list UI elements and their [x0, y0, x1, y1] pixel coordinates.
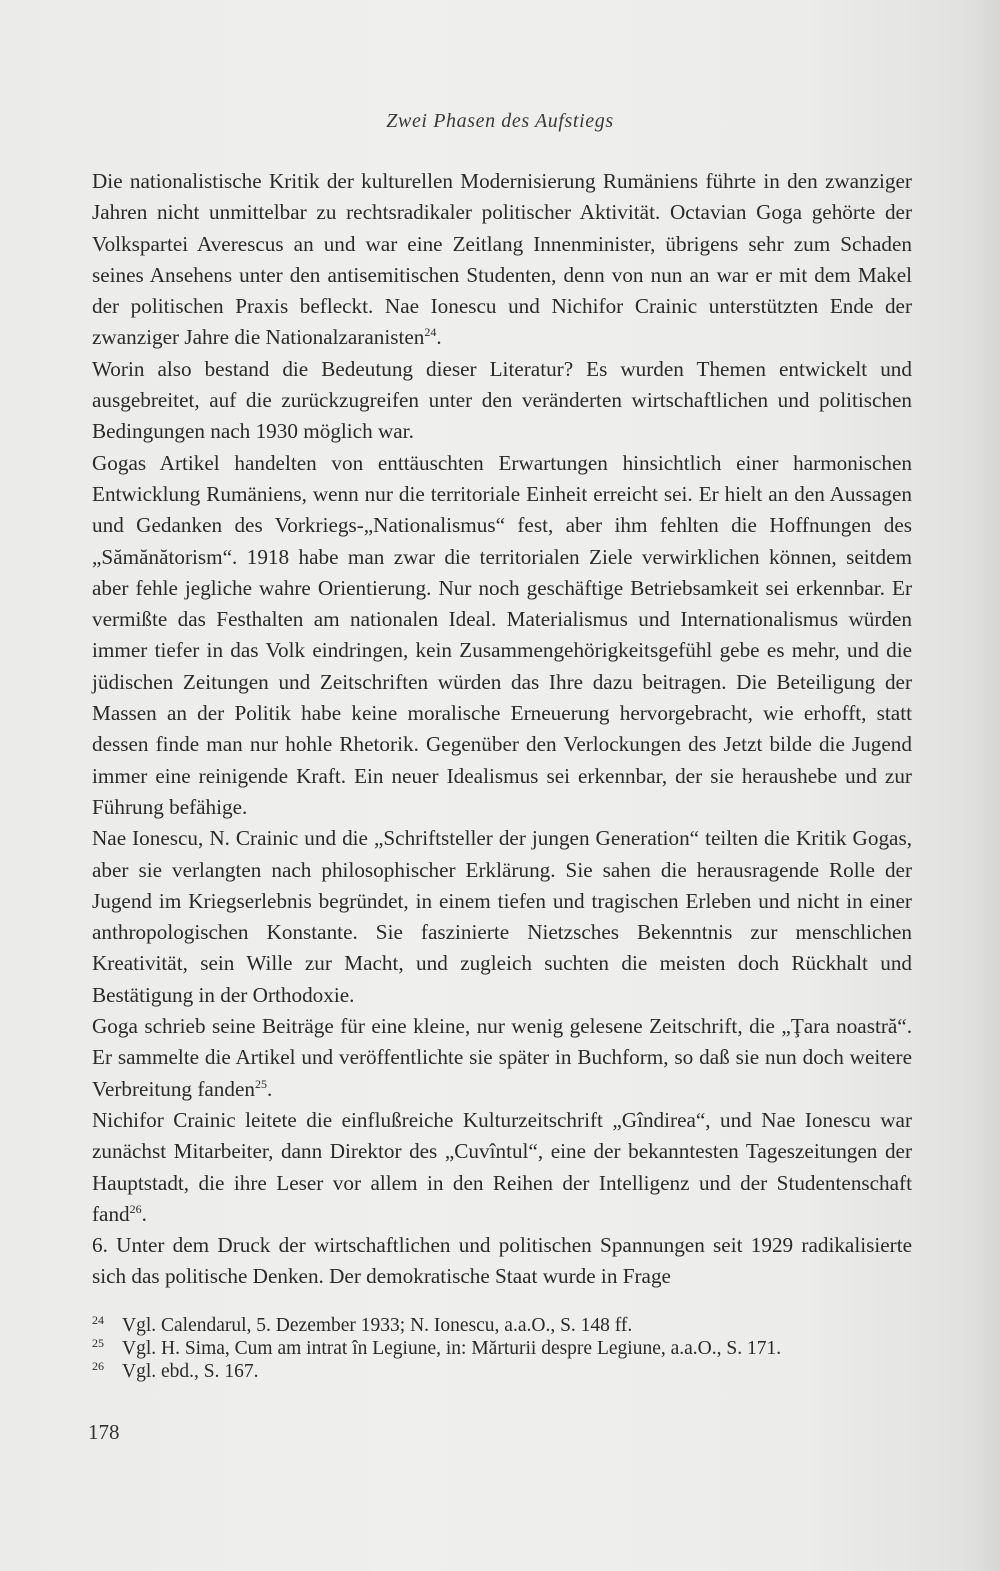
paragraph-end: .: [141, 1201, 147, 1226]
paragraph: [92, 448, 912, 824]
paragraph-text: Nae Ionescu, N. Crainic und die „Schriftsteller der jungen Generation“ teilten die Kritik Gogas, aber sie verlangten nach philosophischer Erklärung. Sie sahen die herausragende Rolle der Jugend im Kriegserlebnis begründet, in einem tiefen und tragischen Erleben und nicht in einer anthropologischen Konstante. Sie faszinierte Nietzsches Bekenntnis zur menschlichen Kreativität, sein Wille zur Macht, und zugleich suchten die meisten doch Rückhalt und Bestätigung in der Orthodoxie.: [92, 826, 912, 1007]
paragraph: [92, 166, 912, 354]
footnote: [92, 1360, 912, 1383]
footnote-text: Vgl. ebd., S. 167.: [122, 1361, 259, 1382]
footnote-ref: 25: [254, 1076, 267, 1091]
footnotes: [92, 1314, 912, 1383]
footnote-number: 25: [92, 1336, 104, 1350]
paragraph-text: Goga schrieb seine Beiträge für eine kleine, nur wenig gelesene Zeitschrift, die „Ţara noastră“. Er sammelte die Artikel und veröffentlichte sie später in Buchform, so daß sie nun doch weitere Verbreitung fanden: [92, 1014, 912, 1101]
paragraph-text: Nichifor Crainic leitete die einflußreiche Kulturzeitschrift „Gîndirea“, und Nae Ionescu war zunächst Mitarbeiter, dann Direktor des „Cuvîntul“, eine der bekanntesten Tageszeitungen der Hauptstadt, die ihre Leser vor allem in den Reihen der Intelligenz und der Studentenschaft fand: [92, 1107, 912, 1226]
footnote-number: 26: [92, 1359, 104, 1373]
paragraph: [92, 1011, 912, 1105]
paragraph: [92, 1230, 912, 1293]
paragraph-text: Gogas Artikel handelten von enttäuschten Erwartungen hinsichtlich einer harmonischen Entwicklung Rumäniens, wenn nur die territoriale Einheit erreicht sei. Er hielt an den Aussagen und Gedanken des Vorkriegs-„Nationalismus“ fest, aber ihm fehlten die Hoffnungen des „Sămănătorism“. 1918 habe man zwar die territorialen Ziele verwirklichen können, seitdem aber fehle jegliche wahre Orientierung. Nur noch geschäftige Betriebsamkeit sei erkennbar. Er vermißte das Festhalten am nationalen Ideal. Materialismus und Internationalismus würden immer tiefer in das Volk eindringen, kein Zusammengehörigkeitsgefühl gebe es mehr, und die jüdischen Zeitungen und Zeitschriften würden das Ihre dazu beitragen. Die Beteiligung der Massen an der Politik habe keine moralische Erneuerung hervorgebracht, wie erhofft, statt dessen finde man nur hohle Rhetorik. Gegenüber den Verlockungen des Jetzt bilde die Jugend immer eine reinigende Kraft. Ein neuer Idealismus sei erkennbar, der sie heraushebe und zur Führung befähige.: [92, 450, 912, 819]
paragraph-text: Die nationalistische Kritik der kulturellen Modernisierung Rumäniens führte in den zwanziger Jahren nicht unmittelbar zu rechtsradikaler politischer Aktivität. Octavian Goga gehörte der Volkspartei Averescus an und war eine Zeitlang Innenminister, übrigens sehr zum Schaden seines Ansehens unter den antisemitischen Studenten, denn von nun an war er mit dem Makel der politischen Praxis befleckt. Nae Ionescu und Nichifor Crainic unterstützten Ende der zwanziger Jahre die Nationalzaranisten: [92, 169, 912, 350]
body-text: [92, 166, 912, 1293]
running-head: Zwei Phasen des Aufstiegs: [386, 110, 614, 132]
paragraph: [92, 354, 912, 448]
footnote-text: Vgl. H. Sima, Cum am intrat în Legiune, in: Mărturii despre Legiune, a.a.O., S. 171.: [122, 1338, 782, 1359]
paragraph-text: Worin also bestand die Bedeutung dieser Literatur? Es wurden Themen entwickelt und ausgebreitet, auf die zurückzugreifen unter den veränderten wirtschaftlichen und politischen Bedingungen nach 1930 möglich war.: [92, 356, 912, 444]
page-number: 178: [88, 1420, 120, 1444]
footnote-text: Vgl. Calendarul, 5. Dezember 1933; N. Ionescu, a.a.O., S. 148 ff.: [122, 1315, 633, 1336]
footnote: [92, 1337, 912, 1360]
footnote-ref: 26: [129, 1201, 142, 1216]
paragraph-end: .: [266, 1076, 273, 1101]
footnote-number: 24: [92, 1313, 104, 1327]
footnote-ref: 24: [424, 325, 437, 340]
paragraph-end: .: [436, 325, 442, 350]
paragraph: [92, 1105, 912, 1230]
footnote: [92, 1314, 912, 1337]
paragraph-text: 6. Unter dem Druck der wirtschaftlichen und politischen Spannungen seit 1929 radikalisierte sich das politische Denken. Der demokratische Staat wurde in Frage: [92, 1233, 912, 1289]
paragraph: [92, 823, 912, 1011]
